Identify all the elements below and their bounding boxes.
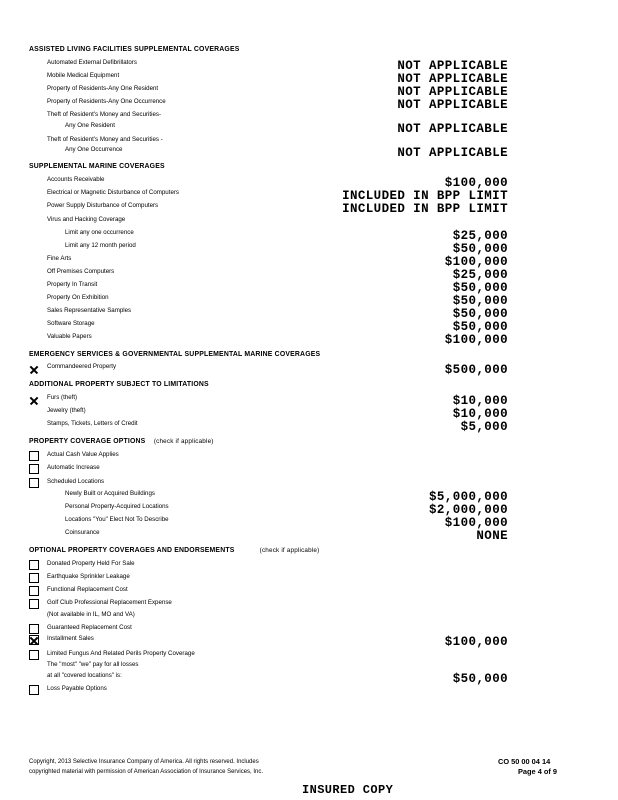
coverage-row (0, 255, 618, 268)
coverage-label: Virus and Hacking Coverage (47, 216, 126, 223)
coverage-row (0, 586, 618, 599)
coverage-label: Installment Sales (47, 635, 94, 642)
coverage-label: Loss Payable Options (47, 685, 107, 692)
coverage-row (0, 146, 618, 159)
coverage-row (0, 635, 618, 648)
coverage-limit: $5,000,000 (428, 490, 508, 504)
checkbox-unchecked[interactable] (29, 451, 39, 461)
coverage-limit: NOT APPLICABLE (397, 59, 508, 73)
coverage-label: Furs (theft) (47, 394, 78, 401)
section-title: ASSISTED LIVING FACILITIES SUPPLEMENTAL COVERAGES (29, 44, 240, 53)
coverage-label: Theft of Resident's Money and Securities - (47, 136, 163, 143)
coverage-row (0, 503, 618, 516)
coverage-label: Commandeered Property (47, 363, 117, 370)
coverage-label: The "most" "we" pay for all losses (47, 661, 139, 668)
coverage-row (0, 268, 618, 281)
coverage-limit: $50,000 (452, 281, 508, 295)
page-number: Page 4 of 9 (518, 767, 558, 776)
section-note: (check if applicable) (153, 438, 214, 445)
coverage-limit: NOT APPLICABLE (397, 122, 508, 136)
coverage-limit: NOT APPLICABLE (397, 98, 508, 112)
section-header (0, 349, 618, 362)
coverage-limit: NOT APPLICABLE (397, 72, 508, 86)
section-title: SUPPLEMENTAL MARINE COVERAGES (29, 161, 165, 170)
coverage-label: Locations "You" Elect Not To Describe (65, 516, 169, 523)
coverage-limit: $10,000 (452, 394, 508, 408)
coverage-label: at all "covered locations" is: (47, 672, 122, 679)
coverage-row (0, 516, 618, 529)
coverage-label: Automatic Increase (47, 464, 100, 471)
checkbox-unchecked[interactable] (29, 464, 39, 474)
coverage-row (0, 281, 618, 294)
coverage-label: Guaranteed Replacement Cost (47, 624, 132, 631)
coverage-limit: $2,000,000 (428, 503, 508, 517)
coverage-row (0, 307, 618, 320)
coverage-row (0, 363, 618, 376)
coverage-label: Limit any one occurrence (65, 229, 134, 236)
coverage-label: (Not available in IL, MO and VA) (47, 611, 135, 618)
coverage-label: Power Supply Disturbance of Computers (47, 202, 159, 209)
coverage-row (0, 611, 618, 624)
checkbox-unchecked[interactable] (29, 560, 39, 570)
coverage-label: Software Storage (47, 320, 95, 327)
section-note: (check if applicable) (259, 547, 320, 554)
coverage-label: Off Premises Computers (47, 268, 115, 275)
coverage-label: Property In Transit (47, 281, 98, 288)
coverage-label: Earthquake Sprinkler Leakage (47, 573, 130, 580)
section-title (29, 545, 319, 554)
coverage-limit: $100,000 (444, 255, 508, 269)
checkbox-unchecked[interactable] (29, 478, 39, 488)
coverage-limit: $500,000 (444, 363, 508, 377)
coverage-label: Electrical or Magnetic Disturbance of Computers (47, 189, 179, 196)
coverage-limit: INCLUDED IN BPP LIMIT (342, 202, 508, 216)
checkbox-unchecked[interactable] (29, 624, 39, 634)
coverage-label: Accounts Receivable (47, 176, 105, 183)
copyright-notice (29, 757, 263, 777)
coverage-limit: $50,000 (452, 307, 508, 321)
coverage-label: Scheduled Locations (47, 478, 105, 485)
coverage-row (0, 529, 618, 542)
coverage-label: Any One Occurrence (65, 146, 123, 153)
coverage-row (0, 72, 618, 85)
checkbox-unchecked[interactable] (29, 573, 39, 583)
coverage-limit: $50,000 (452, 242, 508, 256)
coverage-label: Golf Club Professional Replacement Expense (47, 599, 172, 606)
coverage-label: Sales Representative Samples (47, 307, 132, 314)
section-title (29, 436, 214, 445)
coverage-row (0, 98, 618, 111)
coverage-label: Valuable Papers (47, 333, 92, 340)
coverage-row (0, 451, 618, 464)
coverage-row (0, 122, 618, 135)
coverage-limit: $25,000 (452, 268, 508, 282)
coverage-label: Property On Exhibition (47, 294, 109, 301)
section-header (0, 161, 618, 174)
checkbox-checked[interactable] (29, 395, 39, 405)
coverage-row (0, 229, 618, 242)
coverage-row (0, 202, 618, 215)
coverage-limit: $50,000 (452, 294, 508, 308)
coverage-label: Stamps, Tickets, Letters of Credit (47, 420, 138, 427)
section-header (0, 436, 618, 449)
checkbox-unchecked[interactable] (29, 650, 39, 660)
coverage-limit: $50,000 (452, 320, 508, 334)
coverage-row (0, 490, 618, 503)
coverage-row (0, 420, 618, 433)
coverage-label: Actual Cash Value Applies (47, 451, 119, 458)
section-header (0, 44, 618, 57)
coverage-row (0, 189, 618, 202)
coverage-label: Functional Replacement Cost (47, 586, 128, 593)
section-title: ADDITIONAL PROPERTY SUBJECT TO LIMITATIONS (29, 379, 209, 388)
coverage-row (0, 560, 618, 573)
coverage-label: Theft of Resident's Money and Securities- (47, 111, 162, 118)
coverage-row (0, 394, 618, 407)
coverage-row (0, 294, 618, 307)
coverage-label: Property of Residents-Any One Occurrence (47, 98, 166, 105)
coverage-limit: $100,000 (444, 176, 508, 190)
section-title-text: OPTIONAL PROPERTY COVERAGES AND ENDORSEMENTS (29, 545, 235, 554)
coverage-limit: NOT APPLICABLE (397, 146, 508, 160)
section-title-text: PROPERTY COVERAGE OPTIONS (29, 436, 146, 445)
coverage-label: Any One Resident (65, 122, 115, 129)
coverage-label: Property of Residents-Any One Resident (47, 85, 159, 92)
checkbox-unchecked[interactable] (29, 599, 39, 609)
coverage-label: Jewelry (theft) (47, 407, 86, 414)
coverage-row (0, 320, 618, 333)
coverage-label: Limited Fungus And Related Perils Property Coverage (47, 650, 195, 657)
coverage-row (0, 573, 618, 586)
checkbox-checked[interactable] (29, 364, 39, 374)
coverage-row (0, 176, 618, 189)
coverage-row (0, 464, 618, 477)
coverage-row (0, 216, 618, 229)
coverage-row (0, 685, 618, 698)
copyright-line: copyrighted material with permission of American Association of Insurance Services, Inc. (29, 768, 263, 775)
coverage-limit: NOT APPLICABLE (397, 85, 508, 99)
coverage-limit: $25,000 (452, 229, 508, 243)
form-info (498, 757, 557, 777)
coverage-row (0, 407, 618, 420)
coverage-limit: NONE (476, 529, 508, 543)
checkbox-unchecked[interactable] (29, 586, 39, 596)
coverage-row (0, 85, 618, 98)
coverage-row (0, 59, 618, 72)
coverage-limit: $100,000 (444, 333, 508, 347)
coverage-label: Coinsurance (65, 529, 100, 536)
coverage-limit: $50,000 (452, 672, 508, 686)
coverage-label: Fine Arts (47, 255, 72, 262)
coverage-row (0, 242, 618, 255)
coverage-row (0, 333, 618, 346)
checkbox-unchecked[interactable] (29, 685, 39, 695)
form-number: CO 50 00 04 14 (498, 757, 551, 766)
coverage-limit: $100,000 (444, 635, 508, 649)
coverage-limit: $5,000 (460, 420, 508, 434)
coverage-limit: $10,000 (452, 407, 508, 421)
coverage-label: Newly Built or Acquired Buildings (65, 490, 155, 497)
coverage-label: Donated Property Held For Sale (47, 560, 135, 567)
insured-copy-label: INSURED COPY (302, 783, 394, 797)
coverage-label: Mobile Medical Equipment (47, 72, 120, 79)
coverage-label: Personal Property-Acquired Locations (65, 503, 169, 510)
section-header (0, 379, 618, 392)
section-header (0, 545, 618, 558)
checkbox-checked[interactable] (29, 635, 39, 645)
coverage-limit: $100,000 (444, 516, 508, 530)
section-title: EMERGENCY SERVICES & GOVERNMENTAL SUPPLEMENTAL MARINE COVERAGES (29, 349, 321, 358)
coverage-limit: INCLUDED IN BPP LIMIT (342, 189, 508, 203)
coverage-label: Automated External Defibrillators (47, 59, 137, 66)
copyright-line: Copyright, 2013 Selective Insurance Company of America. All rights reserved. Includes (29, 758, 259, 765)
coverage-row (0, 672, 618, 685)
coverage-label: Limit any 12 month period (65, 242, 136, 249)
